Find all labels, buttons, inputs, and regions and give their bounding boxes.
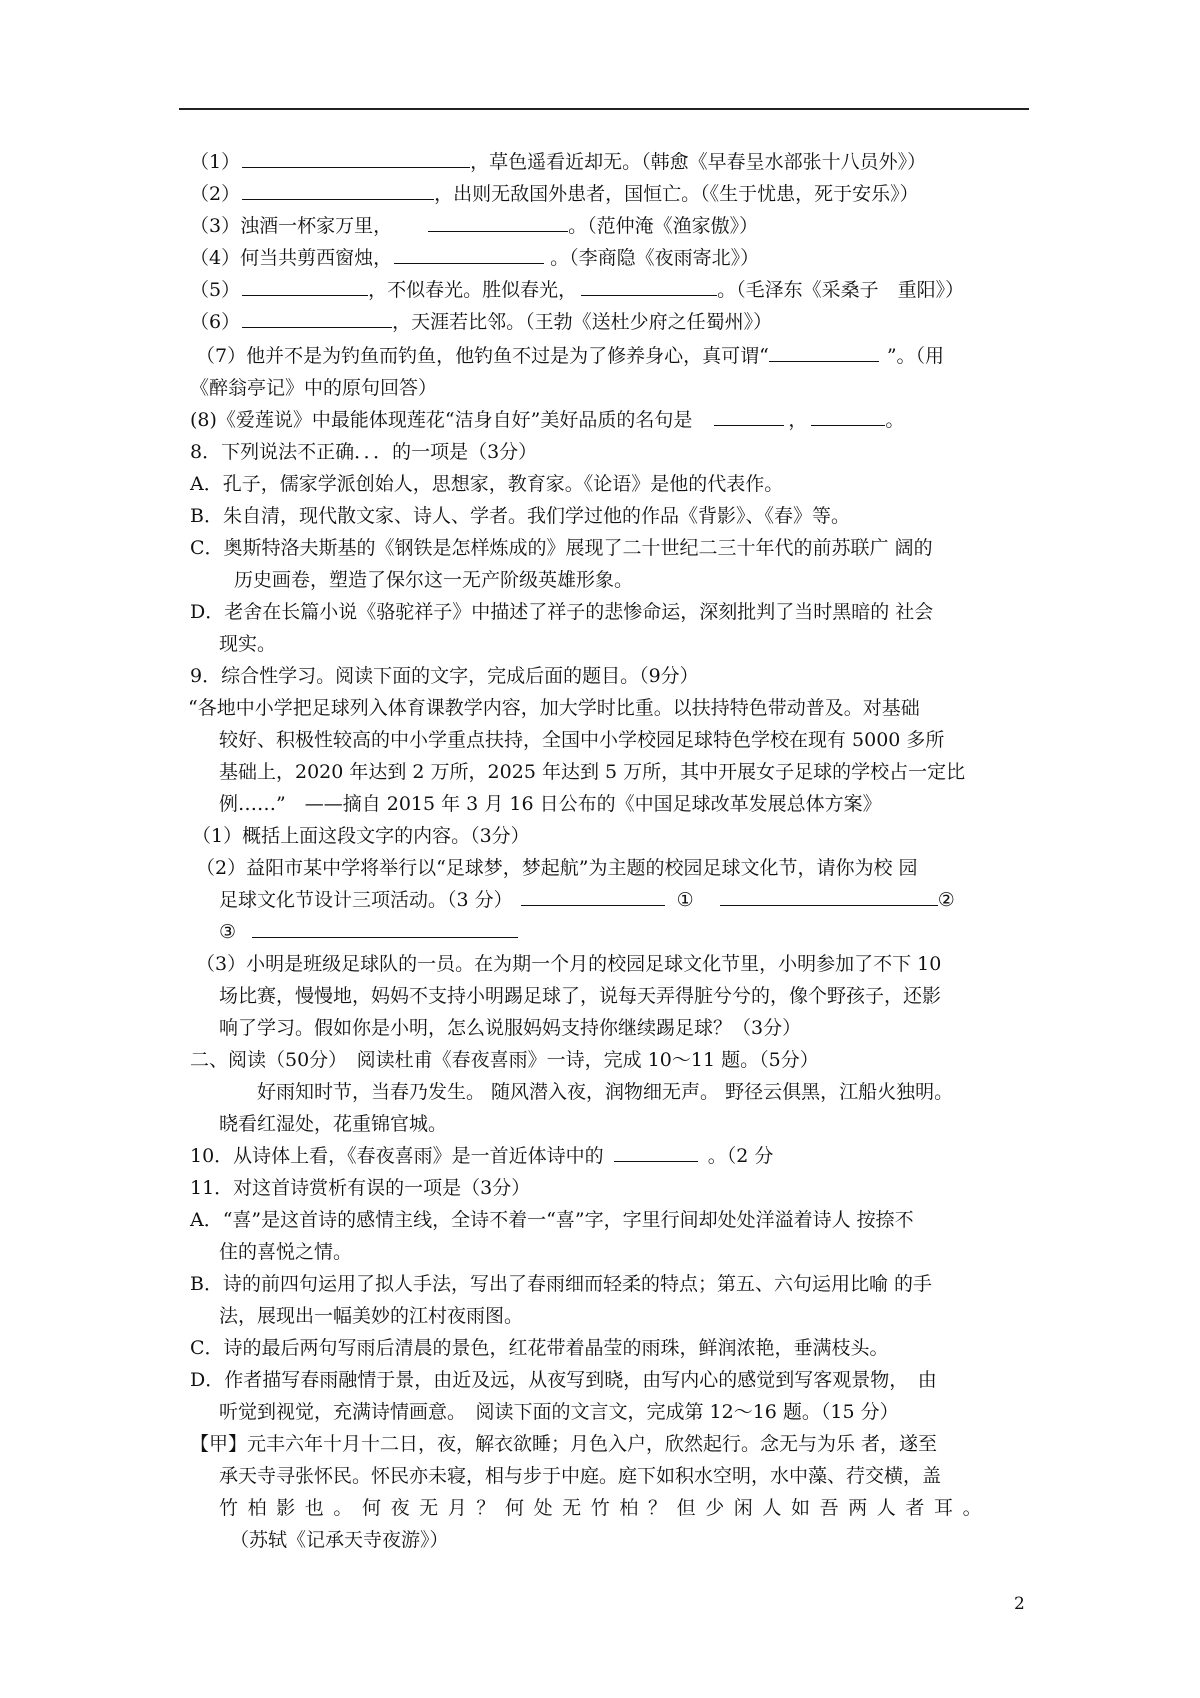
answer-blank[interactable] bbox=[242, 310, 392, 328]
answer-blank[interactable] bbox=[614, 1144, 698, 1162]
q9-sub-3-cont: 响了学习。假如你是小明，怎么说服妈妈支持你继续踢足球？（3分） bbox=[219, 1017, 802, 1039]
page-number: 2 bbox=[1014, 1594, 1025, 1614]
q11-option-b-cont: 法，展现出一幅美妙的江村夜雨图。 bbox=[219, 1305, 524, 1327]
fill-line-3: （3）浊酒一杯家万里， 。（范仲淹《渔家傲》） bbox=[190, 215, 759, 237]
q7-line-1: （7）他并不是为钓鱼而钓鱼，他钓鱼不过是为了修养身心，真可谓“ ”。（用 bbox=[196, 345, 945, 367]
fill-line-1: （1） ，草色遥看近却无。（韩愈《早春呈水部张十八员外》） bbox=[190, 151, 927, 173]
answer-blank[interactable] bbox=[252, 920, 518, 938]
answer-blank[interactable] bbox=[714, 408, 784, 426]
q8-option-c-cont: 历史画卷，塑造了保尔这一无产阶级英雄形象。 bbox=[234, 569, 634, 591]
fill-line-4: （4）何当共剪西窗烛， 。（李商隐《夜雨寄北》） bbox=[190, 247, 760, 269]
classical-text: 【甲】元丰六年十月十二日，夜，解衣欲睡；月色入户，欣然起行。念无与为乐 者，遂至 bbox=[190, 1433, 938, 1455]
q10-line: 10．从诗体上看，《春夜喜雨》是一首近体诗中的 。（2 分 bbox=[190, 1145, 774, 1167]
q11-option-a-cont: 住的喜悦之情。 bbox=[219, 1241, 353, 1263]
q11-option-d: D．作者描写春雨融情于景，由近及远，从夜写到晓，由写内心的感觉到写客观景物， 由 bbox=[190, 1369, 937, 1391]
answer-blank[interactable] bbox=[769, 344, 879, 362]
q8-option-a: A．孔子，儒家学派创始人，思想家，教育家。《论语》是他的代表作。 bbox=[190, 473, 784, 495]
poem-line-1: 好雨知时节，当春乃发生。 随风潜入夜，润物细无声。 野径云俱黑，江船火独明。 bbox=[257, 1081, 954, 1103]
answer-blank[interactable] bbox=[720, 888, 938, 906]
answer-blank[interactable] bbox=[521, 888, 665, 906]
poem-line-2: 晓看红湿处，花重锦官城。 bbox=[219, 1113, 448, 1135]
q8-option-d-cont: 现实。 bbox=[219, 633, 277, 655]
q9-quote: 例……” ——摘自 2015 年 3 月 16 日公布的《中国足球改革发展总体方案》 bbox=[219, 793, 882, 815]
q8-title: 8．下列说法不正确．．．的一项是（3分） bbox=[190, 441, 538, 463]
q8-option-d: D．老舍在长篇小说《骆驼祥子》中描述了祥子的悲惨命运，深刻批判了当时黑暗的 社会 bbox=[190, 601, 934, 623]
q9-quote: 基础上，2020 年达到 2 万所，2025 年达到 5 万所，其中开展女子足球的学校占一定比 bbox=[219, 761, 966, 783]
answer-blank[interactable] bbox=[394, 246, 544, 264]
q9-sub-1: （1）概括上面这段文字的内容。（3分） bbox=[192, 825, 530, 847]
answer-blank[interactable] bbox=[428, 214, 568, 232]
q9-title: 9．综合性学习。阅读下面的文字，完成后面的题目。（9分） bbox=[190, 665, 699, 687]
q11-option-b: B．诗的前四句运用了拟人手法，写出了春雨细而轻柔的特点；第五、六句运用比喻 的手 bbox=[190, 1273, 933, 1295]
q11-option-c: C．诗的最后两句写雨后清晨的景色，红花带着晶莹的雨珠，鲜润浓艳，垂满枝头。 bbox=[190, 1337, 889, 1359]
answer-blank[interactable] bbox=[242, 278, 368, 296]
q7-line-2: 《醉翁亭记》中的原句回答） bbox=[190, 377, 438, 399]
answer-blank[interactable] bbox=[242, 150, 470, 168]
q9-sub-2-activities: 足球文化节设计三项活动。（3 分） ① ② bbox=[219, 889, 955, 911]
q11-option-d-cont: 听觉到视觉，充满诗情画意。 阅读下面的文言文，完成第 12～16 题。（15 分） bbox=[219, 1401, 899, 1423]
classical-source: （苏轼《记承天寺夜游》） bbox=[230, 1529, 449, 1551]
fill-line-6: （6） ，天涯若比邻。（王勃《送杜少府之任蜀州》） bbox=[190, 311, 773, 333]
classical-text: 承天寺寻张怀民。怀民亦未寝，相与步于中庭。庭下如积水空明，水中藻、荇交横，盖 bbox=[219, 1465, 942, 1487]
q8-option-c: C．奥斯特洛夫斯基的《钢铁是怎样炼成的》展现了二十世纪二三十年代的前苏联广 阔的 bbox=[190, 537, 933, 559]
q8-option-b: B．朱自清，现代散文家、诗人、学者。我们学过他的作品《背影》、《春》等。 bbox=[190, 505, 850, 527]
q9-sub-3-cont: 场比赛，慢慢地，妈妈不支持小明踢足球了，说每天弄得脏兮兮的，像个野孩子，还影 bbox=[219, 985, 942, 1007]
header-rule bbox=[179, 108, 1029, 110]
q11-option-a: A．“喜”是这首诗的感情主线，全诗不着一“喜”字，字里行间却处处洋溢着诗人 按捺不 bbox=[190, 1209, 914, 1231]
q11-title: 11．对这首诗赏析有误的一项是（3分） bbox=[190, 1177, 531, 1199]
fill-line-2: （2） ，出则无敌国外患者，国恒亡。（《生于忧患，死于安乐》） bbox=[190, 183, 919, 205]
q9-quote: “各地中小学把足球列入体育课教学内容，加大学时比重。以扶持特色带动普及。对基础 bbox=[188, 697, 920, 719]
reading-header: 二、阅读（50分） 阅读杜甫《春夜喜雨》一诗，完成 10～11 题。（5分） bbox=[190, 1049, 819, 1071]
answer-blank[interactable] bbox=[242, 182, 434, 200]
answer-blank[interactable] bbox=[581, 278, 717, 296]
q9-quote: 较好、积极性较高的中小学重点扶持，全国中小学校园足球特色学校在现有 5000 多所 bbox=[219, 729, 945, 751]
answer-blank[interactable] bbox=[811, 408, 885, 426]
q9-sub-2: （2）益阳市某中学将举行以“足球梦，梦起航”为主题的校园足球文化节，请你为校 园 bbox=[196, 857, 918, 879]
q9-sub-2-activity-3: ③ bbox=[219, 920, 518, 944]
q8-fill-line: (8)《爱莲说》中最能体现莲花“洁身自好”美好品质的名句是 ， 。 bbox=[190, 409, 905, 431]
fill-line-5: （5） ，不似春光。胜似春光， 。（毛泽东《采桑子 重阳》） bbox=[190, 279, 965, 301]
q9-sub-3: （3）小明是班级足球队的一员。在为期一个月的校园足球文化节里，小明参加了不下 10 bbox=[196, 953, 942, 975]
classical-text: 竹柏影也。何夜无月？何处无竹柏？但少闲人如吾两人者耳。 bbox=[219, 1497, 992, 1519]
